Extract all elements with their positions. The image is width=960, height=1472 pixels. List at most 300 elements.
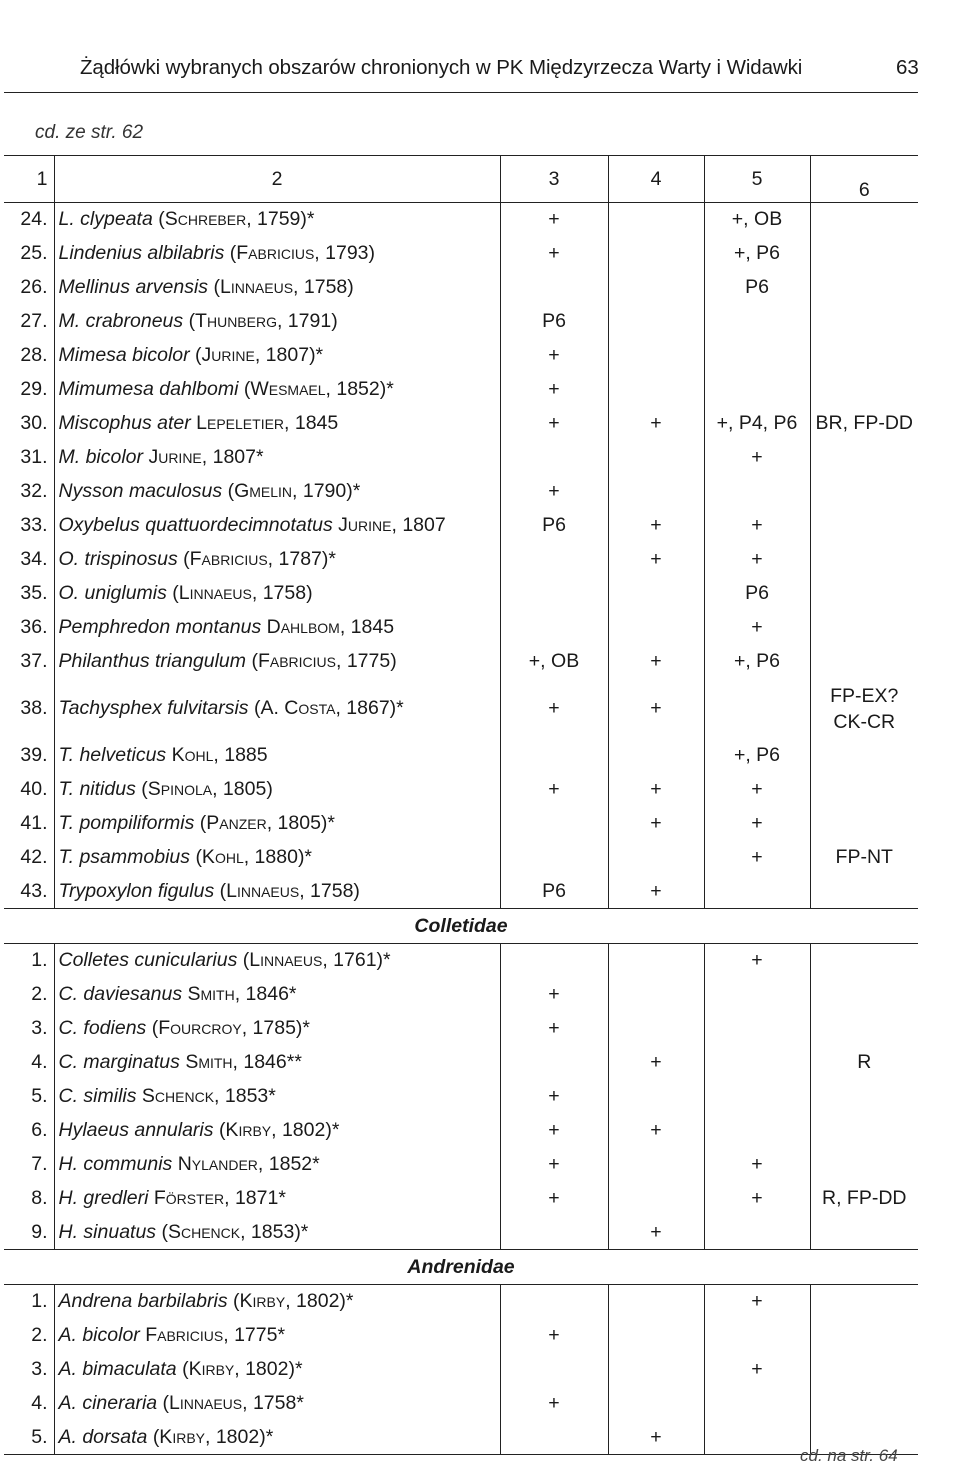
species-name: Hylaeus annularis bbox=[58, 1119, 214, 1141]
species-author: Dahlbom, 1845 bbox=[266, 616, 395, 638]
cell-col-4 bbox=[608, 271, 704, 305]
row-number: 39. bbox=[4, 739, 54, 773]
row-number: 32. bbox=[4, 475, 54, 509]
species-cell bbox=[54, 1182, 500, 1216]
cell-col-4 bbox=[608, 611, 704, 645]
cell-col-4: + bbox=[608, 1046, 704, 1080]
species-cell bbox=[54, 773, 500, 807]
cell-col-4 bbox=[608, 739, 704, 773]
species-name: T. nitidus bbox=[58, 778, 136, 800]
species-author: (Kirby, 1802)* bbox=[152, 1425, 274, 1448]
table-row bbox=[4, 841, 918, 875]
cell-col-4 bbox=[608, 475, 704, 509]
species-name: H. sinuatus bbox=[58, 1220, 157, 1243]
cell-col-5: + bbox=[704, 841, 810, 875]
cell-col-4 bbox=[608, 339, 704, 373]
column-header-6: 6 bbox=[810, 156, 918, 203]
cell-col-3 bbox=[500, 1046, 608, 1080]
cell-col-3: + bbox=[500, 1182, 608, 1216]
species-author: (A. Costa, 1867)* bbox=[253, 697, 404, 719]
species-cell bbox=[54, 543, 500, 577]
species-author: (Linnaeus, 1758) bbox=[172, 582, 313, 604]
species-author: Nylander, 1852* bbox=[177, 1153, 320, 1175]
cell-col-5: + bbox=[704, 1285, 810, 1319]
cell-col-3 bbox=[500, 739, 608, 773]
cell-col-4 bbox=[608, 1182, 704, 1216]
cell-col-3 bbox=[500, 543, 608, 577]
species-author: (Spinola, 1805) bbox=[141, 778, 273, 800]
cell-col-6 bbox=[810, 237, 918, 271]
cell-col-5 bbox=[704, 1387, 810, 1421]
cell-col-6 bbox=[810, 1216, 918, 1250]
cell-col-6 bbox=[810, 1353, 918, 1387]
cell-col-3: + bbox=[500, 773, 608, 807]
cell-col-4 bbox=[608, 305, 704, 339]
cell-col-3: + bbox=[500, 339, 608, 373]
species-cell bbox=[54, 645, 500, 679]
status-line-1: FP-EX? bbox=[830, 684, 899, 707]
cell-col-3 bbox=[500, 1421, 608, 1455]
cell-col-5: + bbox=[704, 944, 810, 978]
species-cell bbox=[54, 1114, 500, 1148]
species-author: Jurine, 1807 bbox=[338, 514, 446, 536]
species-name: Tachysphex fulvitarsis bbox=[58, 697, 249, 719]
cell-col-6 bbox=[810, 1387, 918, 1421]
species-name: Mellinus arvensis bbox=[58, 276, 209, 298]
species-name: Pemphredon montanus bbox=[58, 616, 262, 638]
species-cell bbox=[54, 1080, 500, 1114]
cell-col-6: R, FP-DD bbox=[822, 1187, 907, 1209]
column-header-1: 1 bbox=[4, 156, 54, 203]
row-number: 2. bbox=[4, 1319, 54, 1353]
cell-col-4 bbox=[608, 237, 704, 271]
row-number: 30. bbox=[4, 407, 54, 441]
species-name: T. helveticus bbox=[58, 744, 167, 766]
species-name: Philanthus triangulum bbox=[58, 650, 247, 672]
species-author: Smith, 1846** bbox=[185, 1051, 302, 1073]
cell-col-5 bbox=[704, 978, 810, 1012]
species-author: (Wesmael, 1852)* bbox=[243, 378, 394, 400]
cell-col-6 bbox=[810, 1012, 918, 1046]
species-author: Smith, 1846* bbox=[187, 983, 297, 1005]
species-author: Jurine, 1807* bbox=[148, 446, 264, 468]
species-cell bbox=[54, 841, 500, 875]
cell-col-3: + bbox=[500, 407, 608, 441]
row-number: 4. bbox=[4, 1046, 54, 1080]
cell-col-4 bbox=[608, 441, 704, 475]
table-header bbox=[4, 156, 918, 203]
row-number: 28. bbox=[4, 339, 54, 373]
cell-col-5: + bbox=[704, 773, 810, 807]
species-cell bbox=[54, 875, 500, 909]
row-number: 26. bbox=[4, 271, 54, 305]
cell-col-4 bbox=[608, 1012, 704, 1046]
table-row bbox=[4, 475, 918, 509]
cell-col-6 bbox=[810, 475, 918, 509]
species-cell bbox=[54, 577, 500, 611]
row-number: 3. bbox=[4, 1012, 54, 1046]
cell-col-3 bbox=[500, 441, 608, 475]
species-author: (Fourcroy, 1785)* bbox=[151, 1017, 310, 1039]
cell-col-3: + bbox=[500, 1080, 608, 1114]
species-author: (Kirby, 1802)* bbox=[182, 1358, 303, 1380]
cell-col-4: + bbox=[608, 807, 704, 841]
cell-col-6 bbox=[810, 373, 918, 407]
cell-col-3: + bbox=[500, 203, 608, 237]
cell-col-6: BR, FP-DD bbox=[815, 412, 913, 434]
row-number: 8. bbox=[4, 1182, 54, 1216]
species-name: C. daviesanus bbox=[58, 983, 183, 1005]
species-author: (Fabricius, 1787)* bbox=[183, 548, 336, 570]
cell-col-3 bbox=[500, 611, 608, 645]
cell-col-5 bbox=[704, 1080, 810, 1114]
cell-col-4: + bbox=[608, 773, 704, 807]
cell-col-4: + bbox=[608, 679, 704, 739]
cell-col-5: +, P4, P6 bbox=[704, 407, 810, 441]
row-number: 35. bbox=[4, 577, 54, 611]
species-name: H. communis bbox=[58, 1153, 173, 1175]
species-name: Mimesa bicolor bbox=[58, 344, 190, 366]
cell-col-6 bbox=[810, 1285, 918, 1319]
page-number: 63 bbox=[896, 56, 919, 79]
cell-col-3: P6 bbox=[500, 875, 608, 909]
species-cell bbox=[54, 237, 500, 271]
cell-col-6 bbox=[810, 739, 918, 773]
cell-col-4 bbox=[608, 577, 704, 611]
table-row bbox=[4, 577, 918, 611]
cell-col-3: + bbox=[500, 1148, 608, 1182]
column-header-4: 4 bbox=[608, 156, 704, 203]
cell-col-5: +, P6 bbox=[704, 645, 810, 679]
row-number: 24. bbox=[4, 203, 54, 237]
cell-col-3: + bbox=[500, 1012, 608, 1046]
cell-col-4: + bbox=[608, 509, 704, 543]
species-table bbox=[4, 155, 918, 1455]
cell-col-6 bbox=[810, 875, 918, 909]
row-number: 25. bbox=[4, 237, 54, 271]
cell-col-5 bbox=[704, 1216, 810, 1250]
row-number: 29. bbox=[4, 373, 54, 407]
species-author: (Schreber, 1759)* bbox=[158, 208, 315, 231]
row-number: 2. bbox=[4, 978, 54, 1012]
cell-col-6: R bbox=[857, 1051, 872, 1073]
cell-col-4 bbox=[608, 1080, 704, 1114]
species-cell bbox=[54, 373, 500, 407]
column-header-2: 2 bbox=[54, 156, 500, 203]
cell-col-3 bbox=[500, 1216, 608, 1250]
cell-col-5 bbox=[704, 1421, 810, 1455]
cell-col-3 bbox=[500, 1285, 608, 1319]
table-row bbox=[4, 373, 918, 407]
cell-col-6 bbox=[810, 611, 918, 645]
species-name: O. trispinosus bbox=[58, 548, 178, 570]
table-row bbox=[4, 1182, 918, 1216]
cell-col-5 bbox=[704, 1012, 810, 1046]
table-row bbox=[4, 339, 918, 373]
cell-col-4 bbox=[608, 373, 704, 407]
cell-col-6 bbox=[810, 577, 918, 611]
cell-col-6 bbox=[810, 944, 918, 978]
row-number: 4. bbox=[4, 1387, 54, 1421]
cell-col-4 bbox=[608, 203, 704, 237]
cell-col-5: + bbox=[704, 1182, 810, 1216]
cell-col-6 bbox=[810, 1148, 918, 1182]
species-cell bbox=[54, 441, 500, 475]
row-number: 36. bbox=[4, 611, 54, 645]
cell-col-3: + bbox=[500, 1114, 608, 1148]
table-row bbox=[4, 739, 918, 773]
species-cell bbox=[54, 203, 500, 237]
table-row bbox=[4, 509, 918, 543]
species-cell bbox=[54, 407, 500, 441]
table-row bbox=[4, 1387, 918, 1421]
family-heading-row bbox=[4, 909, 918, 944]
cell-col-6 bbox=[810, 773, 918, 807]
header-rule bbox=[4, 92, 918, 93]
species-author: (Gmelin, 1790)* bbox=[227, 480, 361, 502]
cell-col-6 bbox=[810, 978, 918, 1012]
cell-col-3 bbox=[500, 807, 608, 841]
cell-col-4 bbox=[608, 1387, 704, 1421]
cell-col-4: + bbox=[608, 543, 704, 577]
table-row bbox=[4, 611, 918, 645]
continued-to-note: cd. na str. 64 bbox=[800, 1446, 898, 1465]
cell-col-4: + bbox=[608, 645, 704, 679]
cell-col-5 bbox=[704, 679, 810, 739]
species-author: Kohl, 1885 bbox=[171, 744, 268, 766]
cell-col-5: + bbox=[704, 441, 810, 475]
cell-col-6: FP-NT bbox=[835, 846, 893, 868]
status-line-2: CK-CR bbox=[833, 710, 896, 733]
species-cell bbox=[54, 1319, 500, 1353]
cell-col-4 bbox=[608, 1285, 704, 1319]
species-name: M. bicolor bbox=[58, 446, 144, 468]
species-cell bbox=[54, 1387, 500, 1421]
table-row bbox=[4, 1421, 918, 1455]
running-head bbox=[0, 52, 960, 92]
cell-col-3: + bbox=[500, 978, 608, 1012]
cell-col-6 bbox=[810, 1114, 918, 1148]
species-author: (Fabricius, 1793) bbox=[229, 242, 376, 264]
row-number: 6. bbox=[4, 1114, 54, 1148]
species-author: (Kohl, 1880)* bbox=[195, 846, 313, 868]
cell-col-6 bbox=[810, 339, 918, 373]
species-author: (Thunberg, 1791) bbox=[188, 310, 338, 332]
table-row bbox=[4, 271, 918, 305]
species-author: (Linnaeus, 1758) bbox=[219, 879, 360, 902]
row-number: 41. bbox=[4, 807, 54, 841]
cell-col-4 bbox=[608, 1319, 704, 1353]
cell-col-3: + bbox=[500, 1319, 608, 1353]
row-number: 33. bbox=[4, 509, 54, 543]
cell-col-4 bbox=[608, 1353, 704, 1387]
row-number: 34. bbox=[4, 543, 54, 577]
row-number: 3. bbox=[4, 1353, 54, 1387]
cell-col-5 bbox=[704, 1046, 810, 1080]
species-author: (Linnaeus, 1758) bbox=[213, 276, 354, 298]
continued-from-note: cd. ze str. 62 bbox=[35, 122, 144, 143]
species-author: (Schenck, 1853)* bbox=[161, 1220, 309, 1243]
cell-col-6 bbox=[810, 509, 918, 543]
cell-col-6 bbox=[810, 645, 918, 679]
cell-col-4: + bbox=[608, 1421, 704, 1455]
row-number: 7. bbox=[4, 1148, 54, 1182]
row-number: 27. bbox=[4, 305, 54, 339]
species-cell bbox=[54, 339, 500, 373]
table-row bbox=[4, 1216, 918, 1250]
table-row bbox=[4, 203, 918, 237]
cell-col-4 bbox=[608, 1148, 704, 1182]
species-name: H. gredleri bbox=[58, 1187, 149, 1209]
cell-col-6 bbox=[810, 679, 918, 739]
table-row bbox=[4, 1148, 918, 1182]
row-number: 31. bbox=[4, 441, 54, 475]
cell-col-5: + bbox=[704, 509, 810, 543]
cell-col-4: + bbox=[608, 1216, 704, 1250]
cell-col-6 bbox=[810, 543, 918, 577]
species-cell bbox=[54, 271, 500, 305]
table-row bbox=[4, 1319, 918, 1353]
cell-col-4 bbox=[608, 944, 704, 978]
species-name: Colletes cunicularius bbox=[58, 949, 238, 972]
cell-col-5 bbox=[704, 339, 810, 373]
table-row bbox=[4, 1080, 918, 1114]
cell-col-5 bbox=[704, 875, 810, 909]
cell-col-3: P6 bbox=[500, 305, 608, 339]
table-row bbox=[4, 1114, 918, 1148]
species-author: Fabricius, 1775* bbox=[145, 1324, 286, 1346]
species-cell bbox=[54, 1353, 500, 1387]
species-cell bbox=[54, 305, 500, 339]
species-author: (Linnaeus, 1758* bbox=[162, 1392, 304, 1414]
cell-col-5 bbox=[704, 475, 810, 509]
row-number: 1. bbox=[4, 944, 54, 978]
cell-col-5: + bbox=[704, 807, 810, 841]
family-heading: Colletidae bbox=[4, 909, 918, 944]
species-cell bbox=[54, 1012, 500, 1046]
table-row bbox=[4, 978, 918, 1012]
table-row bbox=[4, 807, 918, 841]
species-name: T. psammobius bbox=[58, 846, 191, 868]
species-cell bbox=[54, 978, 500, 1012]
cell-col-5: + bbox=[704, 543, 810, 577]
species-author: Lepeletier, 1845 bbox=[196, 412, 339, 434]
table-row bbox=[4, 679, 918, 739]
species-name: A. bicolor bbox=[58, 1324, 140, 1346]
species-name: C. marginatus bbox=[58, 1051, 180, 1073]
species-cell bbox=[54, 1216, 500, 1250]
cell-col-3: + bbox=[500, 679, 608, 739]
row-number: 5. bbox=[4, 1421, 54, 1455]
species-name: Oxybelus quattuordecimnotatus bbox=[58, 514, 333, 536]
species-name: Miscophus ater bbox=[58, 412, 191, 434]
species-name: A. cineraria bbox=[58, 1392, 158, 1414]
row-number: 42. bbox=[4, 841, 54, 875]
cell-col-4: + bbox=[608, 1114, 704, 1148]
species-name: Lindenius albilabris bbox=[58, 242, 225, 264]
cell-col-5: + bbox=[704, 1148, 810, 1182]
cell-col-3 bbox=[500, 1353, 608, 1387]
cell-col-3: +, OB bbox=[500, 645, 608, 679]
species-author: Schenck, 1853* bbox=[141, 1085, 276, 1107]
table-row bbox=[4, 1046, 918, 1080]
species-name: C. similis bbox=[58, 1085, 137, 1107]
row-number: 1. bbox=[4, 1285, 54, 1319]
cell-col-3: + bbox=[500, 475, 608, 509]
table-row bbox=[4, 1285, 918, 1319]
species-name: O. uniglumis bbox=[58, 582, 167, 604]
species-cell bbox=[54, 1421, 500, 1455]
cell-col-5 bbox=[704, 1114, 810, 1148]
cell-col-6 bbox=[810, 1080, 918, 1114]
cell-col-5: +, P6 bbox=[704, 237, 810, 271]
species-name: Andrena barbilabris bbox=[58, 1290, 228, 1313]
cell-col-3: + bbox=[500, 237, 608, 271]
species-author: (Fabricius, 1775) bbox=[251, 650, 397, 672]
cell-col-4: + bbox=[608, 407, 704, 441]
cell-col-5: + bbox=[704, 1353, 810, 1387]
table-row bbox=[4, 645, 918, 679]
cell-col-5 bbox=[704, 373, 810, 407]
cell-col-3: P6 bbox=[500, 509, 608, 543]
species-author: (Panzer, 1805)* bbox=[199, 812, 335, 834]
cell-col-4 bbox=[608, 978, 704, 1012]
cell-col-6 bbox=[810, 271, 918, 305]
species-cell bbox=[54, 1148, 500, 1182]
table-row bbox=[4, 773, 918, 807]
species-cell bbox=[54, 807, 500, 841]
species-author: (Kirby, 1802)* bbox=[218, 1119, 340, 1141]
species-name: A. dorsata bbox=[58, 1425, 148, 1448]
table-row bbox=[4, 1353, 918, 1387]
row-number: 5. bbox=[4, 1080, 54, 1114]
table-row bbox=[4, 237, 918, 271]
row-number: 40. bbox=[4, 773, 54, 807]
column-header-3: 3 bbox=[500, 156, 608, 203]
row-number: 9. bbox=[4, 1216, 54, 1250]
species-cell bbox=[54, 1046, 500, 1080]
species-author: (Linnaeus, 1761)* bbox=[242, 949, 391, 972]
species-name: M. crabroneus bbox=[58, 310, 184, 332]
species-cell bbox=[54, 739, 500, 773]
table-row bbox=[4, 305, 918, 339]
species-author: Förster, 1871* bbox=[153, 1187, 286, 1209]
cell-col-6 bbox=[810, 305, 918, 339]
cell-col-4 bbox=[608, 841, 704, 875]
row-number: 43. bbox=[4, 875, 54, 909]
running-head-title: Żądłówki wybranych obszarów chronionych w PK Międzyrzecza Warty i Widawki bbox=[80, 56, 803, 79]
cell-col-5 bbox=[704, 1319, 810, 1353]
cell-col-6 bbox=[810, 1319, 918, 1353]
family-heading: Andrenidae bbox=[4, 1250, 918, 1285]
cell-col-3: + bbox=[500, 1387, 608, 1421]
cell-col-5: + bbox=[704, 611, 810, 645]
cell-col-5 bbox=[704, 305, 810, 339]
cell-col-3 bbox=[500, 841, 608, 875]
species-name: Trypoxylon figulus bbox=[58, 879, 215, 902]
column-header-5: 5 bbox=[704, 156, 810, 203]
species-cell bbox=[54, 1285, 500, 1319]
species-cell bbox=[54, 475, 500, 509]
table-row bbox=[4, 543, 918, 577]
row-number: 38. bbox=[4, 679, 54, 739]
cell-col-4: + bbox=[608, 875, 704, 909]
species-author: (Jurine, 1807)* bbox=[195, 344, 324, 366]
cell-col-3: + bbox=[500, 373, 608, 407]
table-row bbox=[4, 944, 918, 978]
cell-col-3 bbox=[500, 577, 608, 611]
row-number: 37. bbox=[4, 645, 54, 679]
